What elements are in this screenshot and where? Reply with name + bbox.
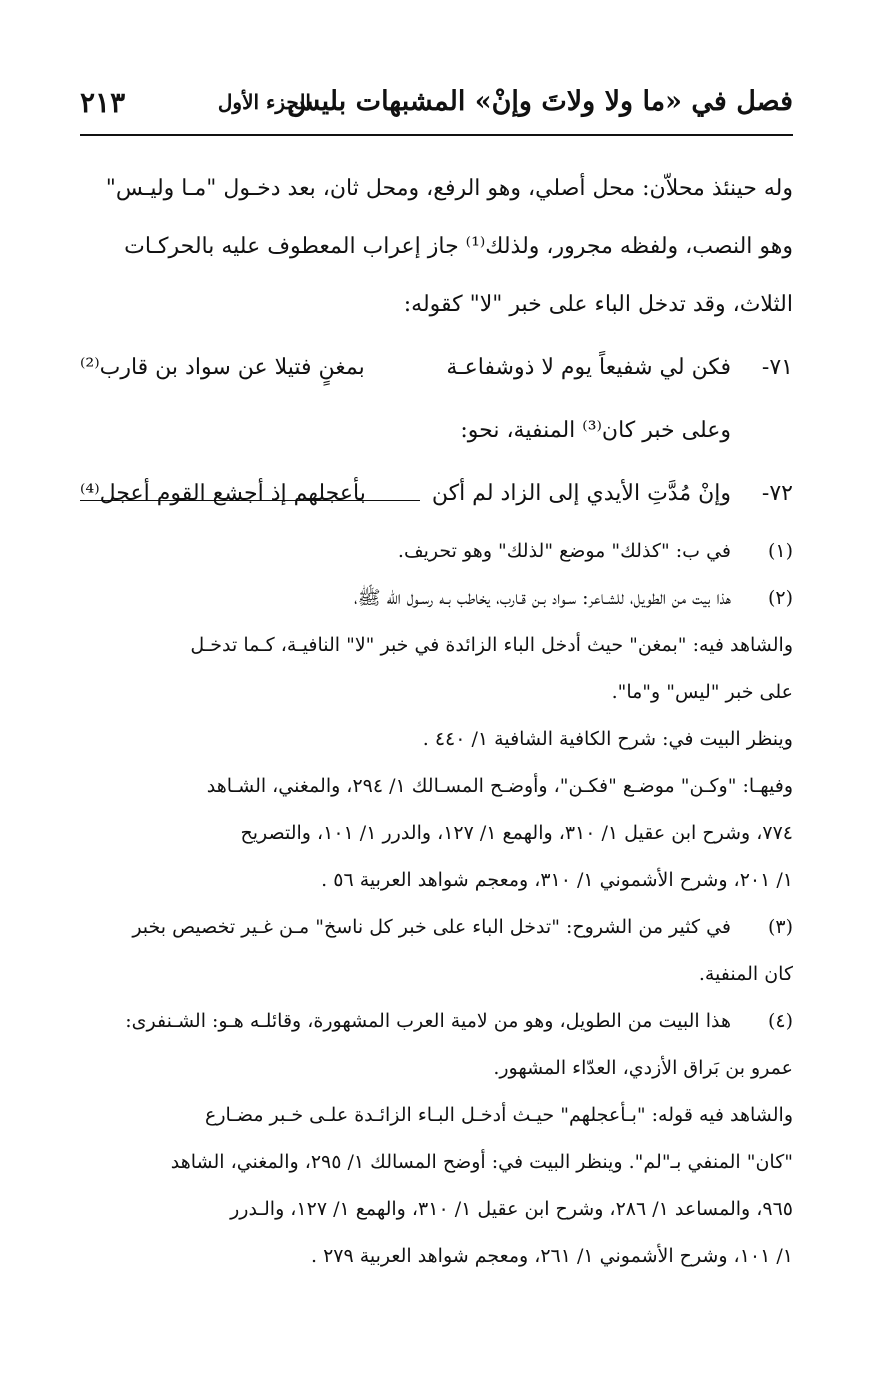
verse-second-hemistich: بأعجلهم إذ أجشع القوم أعجل⁽⁴⁾ <box>80 481 366 506</box>
footnotes <box>80 528 793 1280</box>
verse-first-hemistich: وإنْ مُدَّتِ الأيدي إلى الزاد لم أكن <box>431 481 731 506</box>
footnote-number: (٢) <box>767 587 793 609</box>
text-line: وهو النصب، ولفظه مجرور، ولذلك⁽¹⁾ جاز إعراب المعطوف عليه بالحركـات <box>124 234 793 259</box>
footnote-line: وينظر البيت في: شرح الكافية الشافية ١/ ٤٤٠ . <box>422 728 793 750</box>
footnote-line: عمرو بن بَراق الأزدي، العدّاء المشهور. <box>493 1057 793 1079</box>
header-rule <box>80 134 793 136</box>
text-line: وعلى خبر كان⁽³⁾ المنفية، نحو: <box>460 418 731 443</box>
footnote-text: في ب: "كذلك" موضع "لذلك" وهو تحريف. <box>397 540 731 562</box>
page-header <box>80 80 793 136</box>
part-label: الجزء الأول <box>217 90 311 114</box>
footnote-line: ٩٦٥، والمساعد ١/ ٢٨٦، وشرح ابن عقيل ١/ ٣١٠، والهمع ١/ ١٢٧، والـدرر <box>230 1198 793 1220</box>
footnote-line: ١/ ١٠١، وشرح الأشموني ١/ ٢٦١، ومعجم شواهد العربية ٢٧٩ . <box>310 1245 793 1267</box>
footnote-text: في كثير من الشروح: "تدخل الباء على خبر كل ناسخ" مـن غـير تخصيص بخبر <box>132 916 731 938</box>
footnote-text: هذا البيت من الطويل، وهو من لامية العرب المشهورة، وقائلـه هـو: الشـنفرى: <box>125 1010 731 1032</box>
footnote-line: والشاهد فيه قوله: "بـأعجلهم" حيـث أدخـل البـاء الزائـدة علـى خـبر مضـارع <box>205 1104 793 1126</box>
footnote-line: ١/ ٢٠١، وشرح الأشموني ١/ ٣١٠، ومعجم شواهد العربية ٥٦ . <box>321 869 793 891</box>
footnote-line <box>80 575 793 622</box>
footnote-number: (٣) <box>767 916 793 938</box>
footnote-line: وفيهـا: "وكـن" موضـع "فكـن"، وأوضـح المسـالك ١/ ٢٩٤، والمغني، الشـاهد <box>206 775 793 797</box>
verse-first-hemistich: فكن لي شفيعاً يوم لا ذوشفاعـة <box>446 355 731 380</box>
text-line: الثلاث، وقد تدخل الباء على خبر "لا" كقوله: <box>403 292 793 317</box>
chapter-title: فصل في «ما ولا ولاتَ وإنْ» المشبهات بليس <box>287 86 793 117</box>
footnote-line: "كان" المنفي بـ"لم". وينظر البيت في: أوضح المسالك ١/ ٢٩٥، والمغني، الشاهد <box>170 1151 793 1173</box>
footnote-separator <box>80 500 420 501</box>
footnote-line <box>80 998 793 1045</box>
verse-second-hemistich: بمغنٍ فتيلا عن سواد بن قارب⁽²⁾ <box>80 355 365 380</box>
verse-72 <box>80 460 793 528</box>
verse-number: ٧٢- <box>761 481 793 506</box>
verse-number: ٧١- <box>761 355 793 380</box>
footnote-number: (٤) <box>767 1010 793 1032</box>
main-text <box>80 160 793 528</box>
footnote-line: كان المنفية. <box>698 963 793 985</box>
footnote-line <box>80 904 793 951</box>
text-line: وله حينئذ محلاّن: محل أصلي، وهو الرفع، ومحل ثان، بعد دخـول "مـا وليـس" <box>105 176 793 201</box>
footnote-number: (١) <box>767 540 793 562</box>
verse-71 <box>80 334 793 402</box>
footnote-text: هذا بيت من الطويل، للشـاعر: سـواد بـن قـارب، يخاطب بـه رسـول الله ﷺ، <box>353 587 731 609</box>
page-number: ٢١٣ <box>80 86 126 119</box>
footnote-line: ٧٧٤، وشرح ابن عقيل ١/ ٣١٠، والهمع ١/ ١٢٧، والدرر ١/ ١٠١، والتصريح <box>240 822 793 844</box>
footnote-line: والشاهد فيه: "بمغن" حيث أدخل الباء الزائدة في خبر "لا" النافيـة، كـما تدخـل <box>190 634 793 656</box>
footnote-line <box>80 528 793 575</box>
footnote-line: على خبر "ليس" و"ما". <box>611 681 793 703</box>
